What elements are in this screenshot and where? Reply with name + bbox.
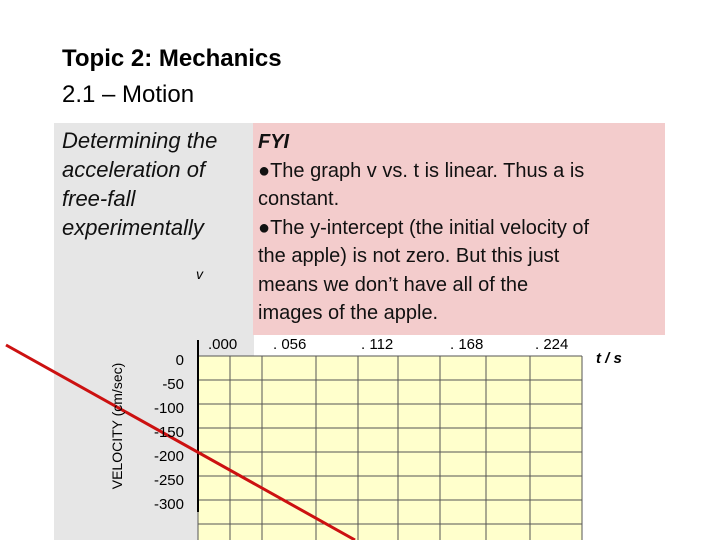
- y-axis-label: VELOCITY (cm/sec): [109, 362, 125, 490]
- y-tick-label: -150: [153, 424, 184, 441]
- fyi-line: ●The y-intercept (the initial velocity of: [258, 216, 590, 239]
- slide-title: Topic 2: Mechanics: [62, 45, 282, 72]
- slide-subtitle: 2.1 – Motion: [62, 81, 195, 108]
- x-tick-label: .000: [208, 336, 238, 353]
- fyi-line: constant.: [258, 188, 340, 210]
- t-axis-label: t / s: [596, 350, 622, 367]
- y-tick-label: -300: [153, 496, 184, 513]
- fyi-title: FYI: [258, 131, 290, 153]
- left-heading-line: free-fall: [62, 186, 136, 211]
- y-tick-label: -100: [153, 400, 184, 417]
- x-tick-label: . 112: [361, 336, 394, 353]
- y-tick-label: -200: [153, 448, 184, 465]
- fyi-line: images of the apple.: [258, 302, 439, 324]
- graph-grid-background: [198, 356, 582, 540]
- y-tick-label: -250: [153, 472, 184, 489]
- left-heading-line: acceleration of: [62, 157, 206, 182]
- fyi-line: ●The graph v vs. t is linear. Thus a is: [258, 159, 585, 182]
- left-heading-line: Determining the: [62, 128, 218, 153]
- x-tick-label: . 168: [450, 336, 484, 353]
- v-axis-label: v: [196, 266, 203, 282]
- fyi-line: the apple) is not zero. But this just: [258, 245, 560, 267]
- y-tick-label: -50: [162, 376, 184, 393]
- x-tick-label: . 224: [535, 336, 569, 353]
- y-tick-label: 0: [175, 352, 184, 369]
- left-heading-line: experimentally: [62, 215, 204, 240]
- fyi-line: means we don’t have all of the: [258, 273, 529, 296]
- graph-grid: [198, 356, 582, 540]
- x-tick-label: . 056: [273, 336, 307, 353]
